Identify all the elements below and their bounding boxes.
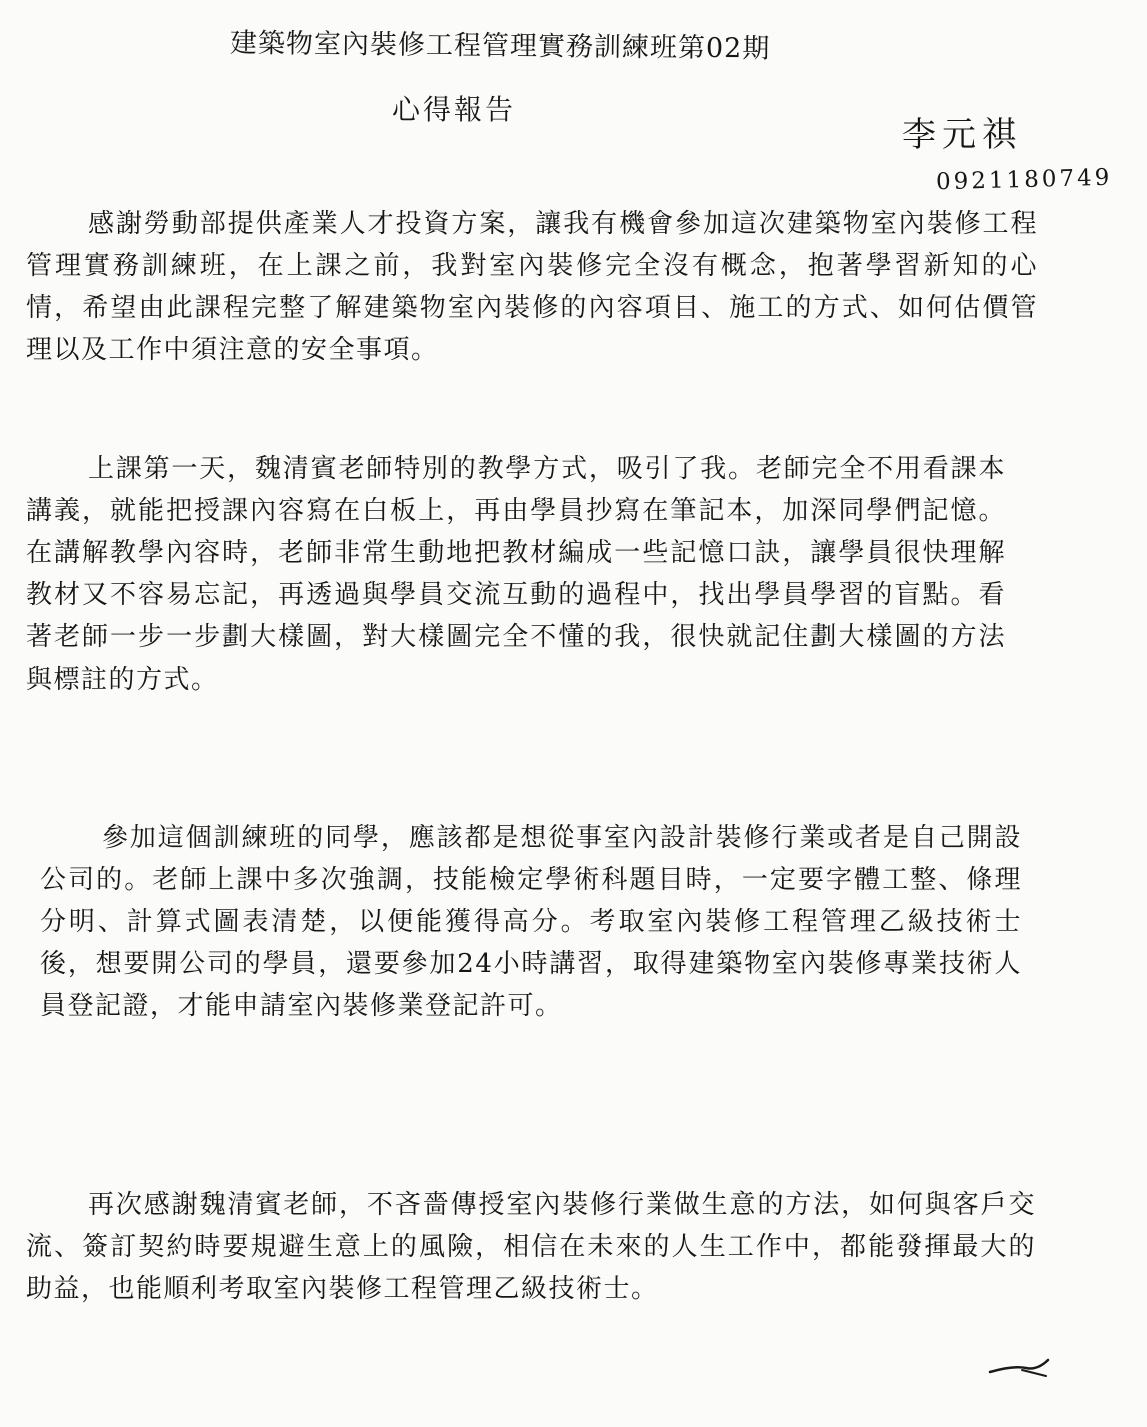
report-title: 建築物室內裝修工程管理實務訓練班第02期 — [229, 27, 771, 65]
report-subtitle: 心得報告 — [392, 93, 517, 126]
paragraph-gratitude: 感謝勞動部提供產業人才投資方案，讓我有機會參加這次建築物室內裝修工程管理實務訓練班，在上課之前，我對室內裝修完全沒有概念，抱著學習新知的心情，希望由此課程完整了解建築物室內裝修的內容項目、施工的方式、如何估價管理以及工作中須注意的安全事項。 — [26, 209, 1038, 366]
paragraph-first-class: 上課第一天，魏清賓老師特別的教學方式，吸引了我。老師完全不用看課本講義，就能把授課內容寫在白板上，再由學員抄寫在筆記本，加深同學們記憶。在講解教學內容時，老師非常生動地把教材編成一些記憶口訣，讓學員很快理解教材又不容易忘記，再透過與學員交流互動的過程中，找出學員學習的盲點。看著老師一步一步劃大樣圖，對大樣圖完全不懂的我，很快就記住劃大樣圖的方法與標註的方式。 — [26, 454, 1006, 695]
pen-flourish-icon — [986, 1346, 1052, 1386]
author-phone: 0921180749 — [935, 164, 1113, 196]
paragraph-classmates: 參加這個訓練班的同學，應該都是想從事室內設計裝修行業或者是自己開設公司的。老師上課中多次強調，技能檢定學術科題目時，一定要字體工整、條理分明、計算式圖表清楚，以便能獲得高分。考取室內裝修工程管理乙級技術士後，想要開公司的學員，還要參加24小時講習，取得建築物室內裝修專業技術人員登記證，才能申請室內裝修業登記許可。 — [40, 823, 1022, 1022]
paragraph-closing-thanks: 再次感謝魏清賓老師，不吝嗇傳授室內裝修行業做生意的方法，如何與客戶交流、簽訂契約時要規避生意上的風險，相信在未來的人生工作中，都能發揮最大的助益，也能順利考取室內裝修工程管理乙級技術士。 — [26, 1190, 1036, 1305]
author-name: 李元祺 — [902, 115, 1022, 155]
